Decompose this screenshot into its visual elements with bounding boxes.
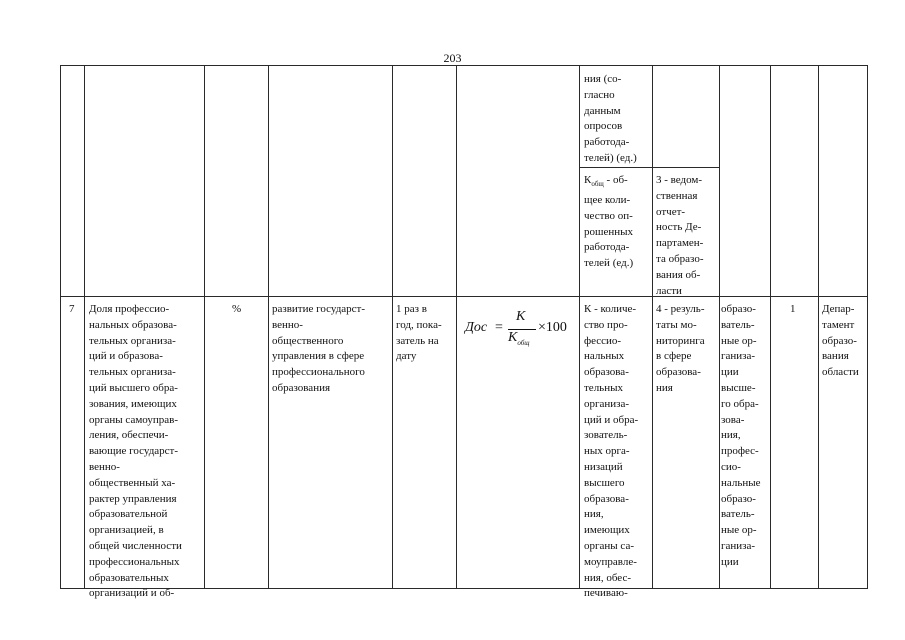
population-scope: образо- ватель- ные ор- ганиза- ции высше- го обра- зова- ния, профес- сио- нальные образо- ватель- ные ор- ганиза- ции — [721, 303, 761, 568]
responsible-body: Депар- тамент образо- вания области — [822, 303, 859, 379]
data-source: 4 - резуль- таты мо- ниторинга в сфере образова- ния — [656, 303, 705, 394]
development-direction: развитие государст- венно- общественного управления в сфере профессионального образования — [272, 303, 366, 394]
row-number: 7 — [69, 303, 75, 315]
method-note-total-employers: $К_{общ} - об-$ щее коли- чество оп- рошенных работода- телей (ед.) — [584, 174, 634, 270]
unit-of-measure: % — [232, 303, 242, 315]
indicator-name: Доля профессио- нальных образова- тельных организа- ций и образова- тельных организа- ций высшего обра- зования, имеющих органы самоуправ- ления, обеспечи- вающие государст- венно- общественный ха- рактер управления образовательной организацией, в общей численности профессиональных образовательных организаций и об- — [89, 303, 182, 600]
calculation-formula: Дос = K $K_{общ}$ ×100 — [465, 309, 567, 347]
method-note-continued: ния (со- гласно данным опросов работода- телей) (ед.) — [584, 73, 637, 164]
periodicity: 1 раз в год, пока- затель на дату — [396, 303, 442, 363]
source-note-departmental-reporting: 3 - ведом- ственная отчет- ность Де- партамен- та образо- вания об- ласти — [656, 174, 704, 297]
formula-variables: К - количе- ство про- фессио- нальных образова- тельных организа- ций и обра- зователь- ных орга- низаций высшего образова- ния, имеющих органы са- моуправле- ния, обес- печиваю- — [584, 303, 639, 600]
page-number: 203 — [443, 51, 462, 65]
method-code: 1 — [790, 303, 796, 315]
